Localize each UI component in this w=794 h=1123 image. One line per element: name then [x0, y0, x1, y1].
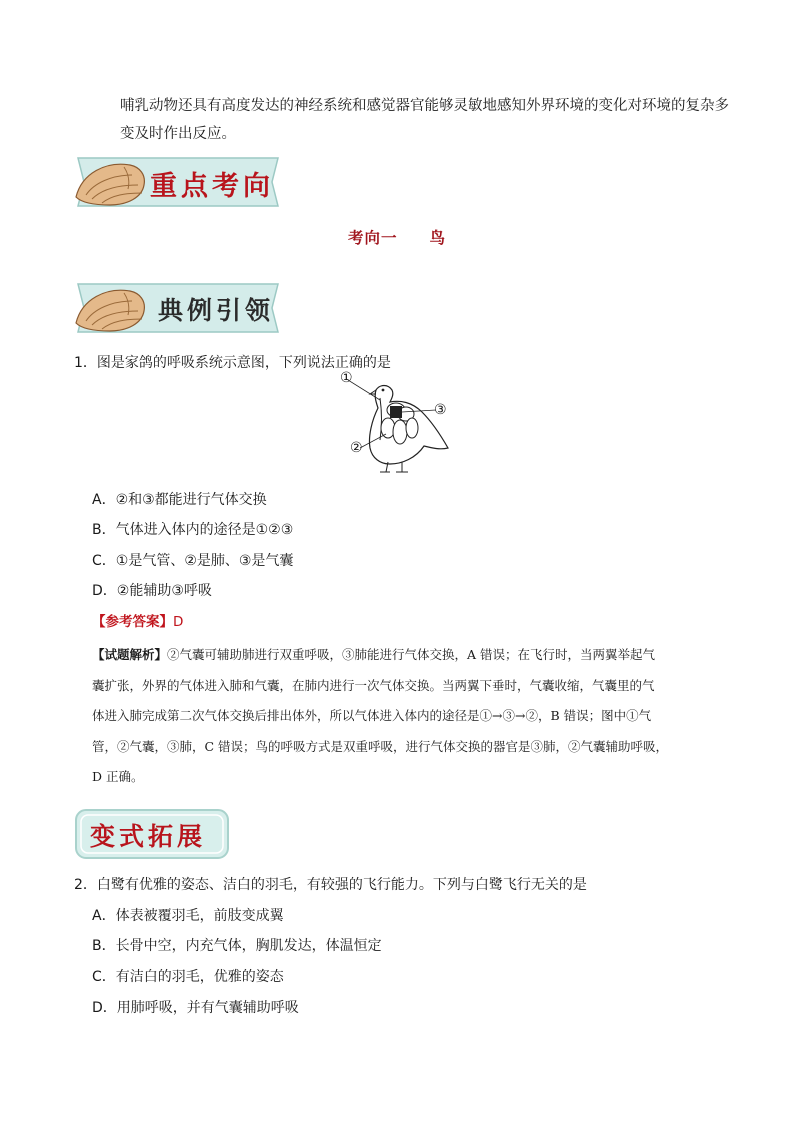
analysis-line-3: 体进入肺完成第二次气体交换后排出体外，所以气体进入体内的途径是①→③→②，B 错误；图中①气	[92, 708, 652, 723]
analysis-label: 【试题解析】	[92, 647, 168, 662]
question-2-stem	[74, 874, 587, 894]
example-title: 典例引领	[158, 296, 275, 325]
analysis-line-5: D 正确。	[92, 769, 144, 784]
figure-label-3: ③	[434, 402, 447, 418]
section-title-part1: 考向一	[347, 228, 398, 247]
question-1-answer	[92, 610, 183, 630]
question-2-number: 2．	[74, 877, 97, 893]
pigeon-respiratory-figure	[340, 370, 460, 474]
answer-value: D	[173, 614, 184, 630]
question-1-stem	[74, 352, 391, 372]
answer-label: 【参考答案】	[92, 614, 173, 630]
question-2-text: 白鹭有优雅的姿态、洁白的羽毛，有较强的飞行能力。下列与白鹭飞行无关的是	[96, 877, 587, 893]
key-direction-banner	[72, 150, 284, 214]
question-1-option-c: C．①是气管、②是肺、③是气囊	[92, 553, 294, 569]
section-title-part2: 鸟	[429, 228, 447, 247]
question-1-number: 1．	[74, 355, 97, 371]
pigeon-drawing	[340, 378, 460, 474]
analysis-line-4: 管，②气囊，③肺，C 错误；鸟的呼吸方式是双重呼吸，进行气体交换的器官是③肺，②气囊辅助呼吸，	[92, 738, 669, 754]
analysis-line-1: ②气囊可辅助肺进行双重呼吸，③肺能进行气体交换，A 错误；在飞行时，当两翼举起气	[167, 647, 656, 662]
question-1-option-b: B．气体进入体内的途径是①②③	[92, 522, 294, 538]
question-2-option-d: D．用肺呼吸，并有气囊辅助呼吸	[92, 1000, 299, 1016]
question-2-option-a: A．体表被覆羽毛，前肢变成翼	[92, 908, 284, 924]
example-banner	[72, 276, 284, 340]
shell-icon	[72, 281, 148, 337]
question-2-option-b: B．长骨中空，内充气体，胸肌发达，体温恒定	[92, 938, 382, 954]
question-1-analysis	[92, 640, 732, 793]
section-title	[0, 226, 794, 248]
figure-label-2: ②	[350, 440, 363, 456]
question-1-option-d: D．②能辅助③呼吸	[92, 583, 212, 599]
intro-paragraph	[120, 92, 730, 148]
key-direction-title: 重点考向	[150, 171, 274, 202]
question-2-option-c: C．有洁白的羽毛，优雅的姿态	[92, 969, 284, 985]
question-1-text: 图是家鸽的呼吸系统示意图，下列说法正确的是	[96, 355, 391, 371]
intro-line-1: 哺乳动物还具有高度发达的神经系统和感觉器官能够灵敏地感知外界环境的变化对环境的复杂多	[120, 98, 729, 114]
intro-line-2: 变及时作出反应。	[120, 126, 236, 142]
shell-icon	[72, 155, 148, 211]
figure-label-1: ①	[340, 370, 353, 386]
variant-title: 变式拓展	[90, 822, 207, 851]
analysis-line-2: 囊扩张，外界的气体进入肺和气囊，在肺内进行一次气体交换。当两翼下垂时，气囊收缩，气囊里的气	[92, 677, 655, 693]
question-1-option-a: A．②和③都能进行气体交换	[92, 492, 267, 508]
variant-banner	[72, 806, 232, 862]
